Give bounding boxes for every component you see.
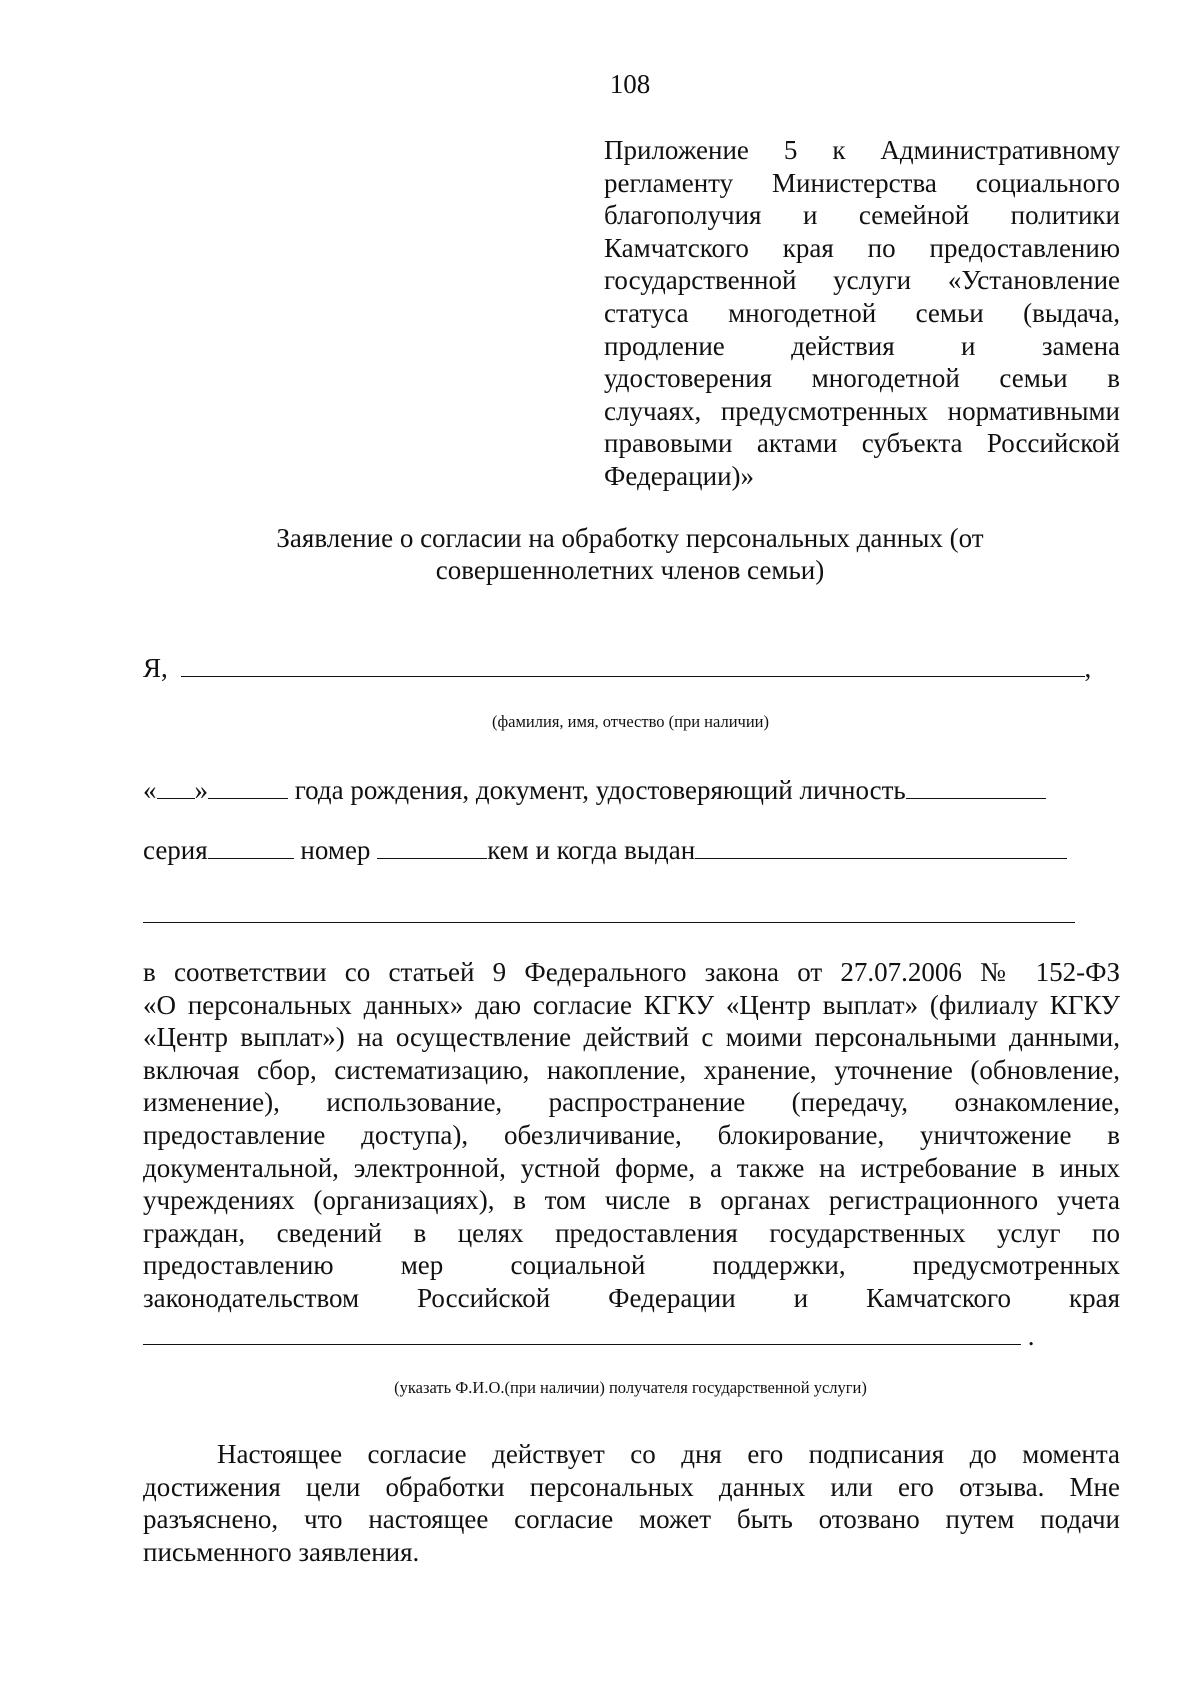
consent-line: предоставлению мер социальной поддержки, предусмотренных — [143, 1250, 1120, 1281]
appendix-line: государственной услуги «Установление — [604, 265, 1120, 296]
appendix-line: Камчатского края по предоставлению — [604, 232, 1120, 263]
appendix-reference — [604, 134, 1120, 493]
appendix-line: статуса многодетной семьи (выдача, — [604, 297, 1120, 328]
validity-line: разъяснено, что настоящее согласие может быть отозвано путем подачи — [143, 1504, 1120, 1535]
consent-line: включая сбор, систематизацию, накопление, хранение, уточнение (обновление, — [143, 1054, 1120, 1085]
validity-paragraph — [143, 1438, 1120, 1568]
recipient-row — [143, 1320, 1035, 1352]
birth-day-field[interactable] — [157, 776, 195, 799]
number-field[interactable] — [377, 836, 487, 859]
recipient-hint: (указать Ф.И.О.(при наличии) получателя государственной услуги) — [394, 1378, 867, 1397]
quote-open: « — [143, 775, 157, 805]
validity-line: письменного заявления. — [143, 1536, 420, 1567]
applicant-name-row — [143, 652, 1091, 684]
end-period: . — [1027, 1321, 1035, 1351]
full-name-field[interactable] — [181, 654, 1085, 677]
issued-label: кем и когда выдан — [487, 835, 696, 865]
document-details-row — [143, 834, 1067, 866]
consent-line: граждан, сведений в целях предоставления государственных услуг по — [143, 1217, 1120, 1248]
page-number: 108 — [609, 69, 651, 99]
consent-line: учреждениях (организациях), в том числе в органах регистрационного учета — [143, 1185, 1120, 1216]
title-line-1: Заявление о согласии на обработку персональных данных (от — [276, 523, 984, 553]
appendix-line: Приложение 5 к Административному — [604, 135, 1120, 165]
validity-line: достижения цели обработки персональных данных или его отзыва. Мне — [143, 1471, 1120, 1502]
quote-close: » — [194, 775, 208, 805]
appendix-line: удостоверения многодетной семьи в — [604, 363, 1120, 394]
identity-document-field[interactable] — [906, 776, 1046, 799]
appendix-line: Федерации)» — [604, 460, 755, 491]
appendix-line: регламенту Министерства социального — [604, 167, 1120, 198]
recipient-name-field[interactable] — [143, 1322, 1021, 1345]
title-line-2: совершеннолетних членов семьи) — [435, 555, 825, 585]
appendix-line: правовыми актами субъекта Российской — [604, 428, 1120, 459]
ya-comma: , — [1084, 653, 1092, 683]
consent-line: документальной, электронной, устной форме, а также на истребование в иных — [143, 1152, 1120, 1183]
consent-line: изменение), использование, распространение (передачу, ознакомление, — [143, 1087, 1120, 1118]
issued-by-field[interactable] — [695, 836, 1067, 859]
series-field[interactable] — [208, 836, 294, 859]
issued-by-continuation-field[interactable] — [143, 922, 1075, 923]
birth-document-row — [143, 774, 1046, 806]
birth-month-year-field[interactable] — [208, 776, 288, 799]
consent-line: «О персональных данных» даю согласие КГКУ «Центр выплат» (филиалу КГКУ — [143, 989, 1120, 1020]
appendix-line: продление действия и замена — [604, 330, 1120, 361]
consent-line: «Центр выплат») на осуществление действий с моими персональными данными, — [143, 1022, 1120, 1053]
consent-line: законодательством Российской Федерации и Камчатского края — [143, 1282, 1120, 1313]
appendix-line: благополучия и семейной политики — [604, 200, 1120, 231]
consent-line: предоставление доступа), обезличивание, блокирование, уничтожение в — [143, 1119, 1120, 1150]
appendix-line: случаях, предусмотренных нормативными — [604, 395, 1120, 426]
series-label: серия — [143, 835, 208, 865]
validity-line — [143, 1438, 1120, 1471]
document-title — [150, 522, 1110, 586]
consent-line: в соответствии со статьей 9 Федерального закона от 27.07.2006 № 152-ФЗ — [143, 957, 1120, 987]
validity-line-text: Настоящее согласие действует со дня его подписания до момента — [217, 1439, 1120, 1469]
fio-hint: (фамилия, имя, отчество (при наличии) — [491, 712, 769, 731]
number-label: номер — [300, 835, 371, 865]
ya-label: Я, — [143, 653, 168, 683]
birth-label: года рождения, документ, удостоверяющий личность — [294, 775, 906, 805]
consent-paragraph — [143, 956, 1120, 1315]
